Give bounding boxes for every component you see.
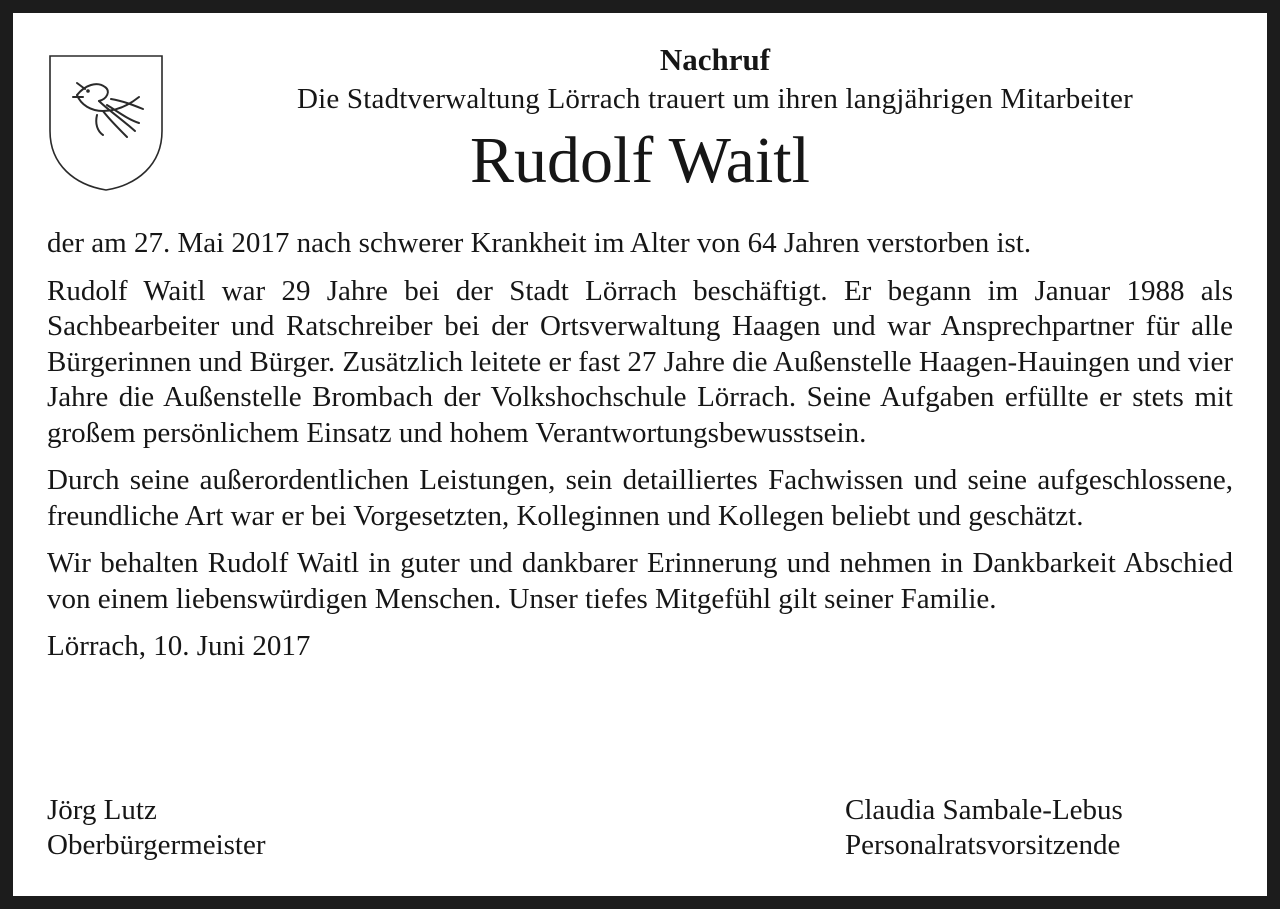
signatory-right [845,793,1123,863]
notice-paragraph: Durch seine außerordentlichen Leistungen, sein detailliertes Fachwissen und seine aufgeschlossene, freundliche Art war er bei Vorgesetzten, Kolleginnen und Kollegen beliebt und geschätzt. [47,464,1233,532]
obituary-notice [13,13,1267,896]
notice-header [163,41,1267,203]
notice-body [47,226,1233,677]
notice-subheading: Die Stadtverwaltung Lörrach trauert um ihren langjährigen Mitarbeiter [297,83,1133,115]
notice-paragraph: Rudolf Waitl war 29 Jahre bei der Stadt Lörrach beschäftigt. Er begann im Januar 1988 als Sachbearbeiter und Ratschreiber bei der Ortsverwaltung Haagen und war Ansprechpartner für alle Bürgerinnen und Bürger. Zusätzlich leitete er fast 27 Jahre die Außenstelle Haagen-Hauingen und vier Jahre die Außenstelle Brombach der Volkshochschule Lörrach. Seine Aufgaben erfüllte er stets mit großem persönlichem Einsatz und hohem Verantwortungsbewusstsein. [47,274,1233,449]
signatory-title: Personalratsvorsitzende [845,829,1121,861]
notice-dateline: Lörrach, 10. Juni 2017 [47,630,311,662]
signatory-left [47,793,266,863]
notice-frame [13,13,1267,896]
notice-heading: Nachruf [659,42,771,77]
notice-paragraph: Wir behalten Rudolf Waitl in guter und dankbarer Erinnerung und nehmen in Dankbarkeit Abschied von einem liebenswürdigen Menschen. Unser tiefes Mitgefühl gilt seiner Familie. [47,547,1233,615]
signatory-name: Jörg Lutz [47,794,157,826]
notice-paragraph: der am 27. Mai 2017 nach schwerer Krankheit im Alter von 64 Jahren verstorben ist. [47,227,1032,259]
deceased-name: Rudolf Waitl [470,124,810,197]
signatory-name: Claudia Sambale-Lebus [845,794,1123,826]
signatory-title: Oberbürgermeister [47,829,266,861]
